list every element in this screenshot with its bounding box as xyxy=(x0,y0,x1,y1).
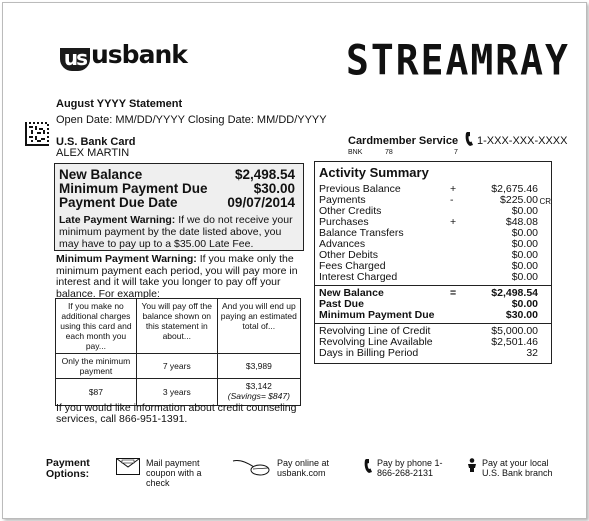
activity-label: Purchases xyxy=(319,216,369,228)
activity-label: Other Credits xyxy=(319,205,382,217)
activity-total-value: $30.00 xyxy=(505,309,538,321)
activity-operator: = xyxy=(450,287,457,299)
activity-value: $225.00 xyxy=(500,194,538,206)
savings-note: (Savings= $847) xyxy=(227,391,290,401)
person-icon xyxy=(466,458,478,472)
balance-summary-box xyxy=(54,163,304,251)
min-payment-value: $30.00 xyxy=(253,181,295,196)
total-paid: $3,142 xyxy=(245,381,272,391)
table-header-cell: And you will end up paying an estimated total of... xyxy=(217,299,300,354)
divider xyxy=(315,285,551,286)
activity-operator: + xyxy=(450,183,457,195)
activity-row xyxy=(319,272,538,283)
divider xyxy=(315,323,551,324)
payoff-table xyxy=(55,298,301,406)
activity-value: $0.00 xyxy=(511,260,538,272)
new-balance-label: New Balance xyxy=(59,167,143,182)
table-header-cell: You will pay off the balance shown on this statement in about... xyxy=(136,299,217,354)
credit-counseling-note: If you would like information about credit counseling services, call 866-951-1391. xyxy=(56,402,297,425)
activity-value: $0.00 xyxy=(511,227,538,239)
late-warning-text: If we do not receive your minimum payment by the date listed above, you may have to pay up to a $35.00 Late Fee. xyxy=(59,214,293,250)
bnk-code: BNK xyxy=(348,149,363,156)
activity-total-label: Minimum Payment Due xyxy=(319,309,435,321)
pay-by-phone[interactable]: Pay by phone 1-866-268-2131 xyxy=(377,458,443,478)
activity-value: $0.00 xyxy=(511,249,538,261)
activity-label: Advances xyxy=(319,238,366,250)
credit-row xyxy=(319,348,538,359)
activity-total-row xyxy=(319,310,538,321)
min-payment-label: Minimum Payment Due xyxy=(59,181,208,196)
min-payment-warning xyxy=(56,254,302,300)
credit-label: Days in Billing Period xyxy=(319,347,419,359)
credit-label: Revolving Line Available xyxy=(319,336,433,348)
activity-total-value: $0.00 xyxy=(511,298,538,310)
phone-icon xyxy=(465,132,474,146)
mpw-text: If you make only the minimum payment each period, you will pay more in interest and it will take you longer to pay off your balance. For example: xyxy=(56,253,298,300)
payment-options-label: Payment Options: xyxy=(46,457,90,480)
usbank-logo xyxy=(60,40,187,71)
table-row xyxy=(56,354,301,379)
statement-dates: Open Date: MM/DD/YYYY Closing Date: MM/DD/YYYY xyxy=(56,114,327,126)
statement-title: August YYYY Statement xyxy=(56,98,183,110)
activity-label: Balance Transfers xyxy=(319,227,404,239)
phone-icon xyxy=(364,459,373,473)
new-balance-row xyxy=(59,168,295,182)
activity-total-label: Past Due xyxy=(319,298,364,310)
table-header-cell: If you make no additional charges using this card and each month you pay... xyxy=(56,299,137,354)
credit-value: $5,000.00 xyxy=(491,325,538,337)
activity-value: $0.00 xyxy=(511,205,538,217)
activity-total-value: $2,498.54 xyxy=(491,287,538,299)
activity-label: Fees Charged xyxy=(319,260,386,272)
pay-at-branch[interactable]: Pay at your local U.S. Bank branch xyxy=(482,458,553,478)
activity-title: Activity Summary xyxy=(319,165,429,180)
activity-label: Interest Charged xyxy=(319,271,398,283)
streamray-logo: STREAMRAY xyxy=(346,36,570,85)
card-name: U.S. Bank Card xyxy=(56,136,136,148)
credit-value: 32 xyxy=(526,347,538,359)
late-payment-warning xyxy=(59,214,299,250)
activity-value: $0.00 xyxy=(511,271,538,283)
activity-suffix: CR xyxy=(539,197,551,206)
usbank-shield-icon: us xyxy=(60,48,90,71)
min-payment-row xyxy=(59,182,295,196)
cardmember-service-label: Cardmember Service xyxy=(348,135,459,147)
due-date-value: 09/07/2014 xyxy=(227,195,295,210)
table-cell: $3,989 xyxy=(217,354,300,379)
activity-operator: + xyxy=(450,216,457,228)
due-date-label: Payment Due Date xyxy=(59,195,178,210)
mpw-title: Minimum Payment Warning: xyxy=(56,253,197,265)
due-date-row xyxy=(59,196,295,210)
bnk-suffix: 7 xyxy=(454,149,458,156)
usbank-wordmark: usbank xyxy=(91,40,187,69)
table-header-row xyxy=(56,299,301,354)
activity-total-label: New Balance xyxy=(319,287,384,299)
new-balance-value: $2,498.54 xyxy=(234,167,295,182)
activity-label: Other Debits xyxy=(319,249,378,261)
pay-by-mail[interactable]: Mail payment coupon with a check xyxy=(146,458,202,488)
activity-label: Payments xyxy=(319,194,366,206)
activity-value: $48.08 xyxy=(505,216,538,228)
activity-summary-box xyxy=(314,161,552,364)
credit-label: Revolving Line of Credit xyxy=(319,325,431,337)
table-cell: 3 years xyxy=(136,379,217,406)
late-warning-title: Late Payment Warning: xyxy=(59,214,176,226)
activity-label: Previous Balance xyxy=(319,183,401,195)
activity-value: $0.00 xyxy=(511,238,538,250)
cardholder-name: ALEX MARTIN xyxy=(56,147,130,159)
table-cell: Only the minimum payment xyxy=(56,354,137,379)
envelope-icon xyxy=(116,458,140,475)
bnk-number: 78 xyxy=(385,149,393,156)
credit-value: $2,501.46 xyxy=(491,336,538,348)
mouse-icon xyxy=(232,457,270,477)
pay-online[interactable]: Pay online at usbank.com xyxy=(277,458,330,478)
cardmember-phone: 1-XXX-XXX-XXXX xyxy=(477,135,568,147)
table-cell: $87 xyxy=(56,379,137,406)
table-cell: 7 years xyxy=(136,354,217,379)
activity-value: $2,675.46 xyxy=(491,183,538,195)
qr-code-icon xyxy=(25,122,49,146)
activity-operator: - xyxy=(450,194,454,206)
